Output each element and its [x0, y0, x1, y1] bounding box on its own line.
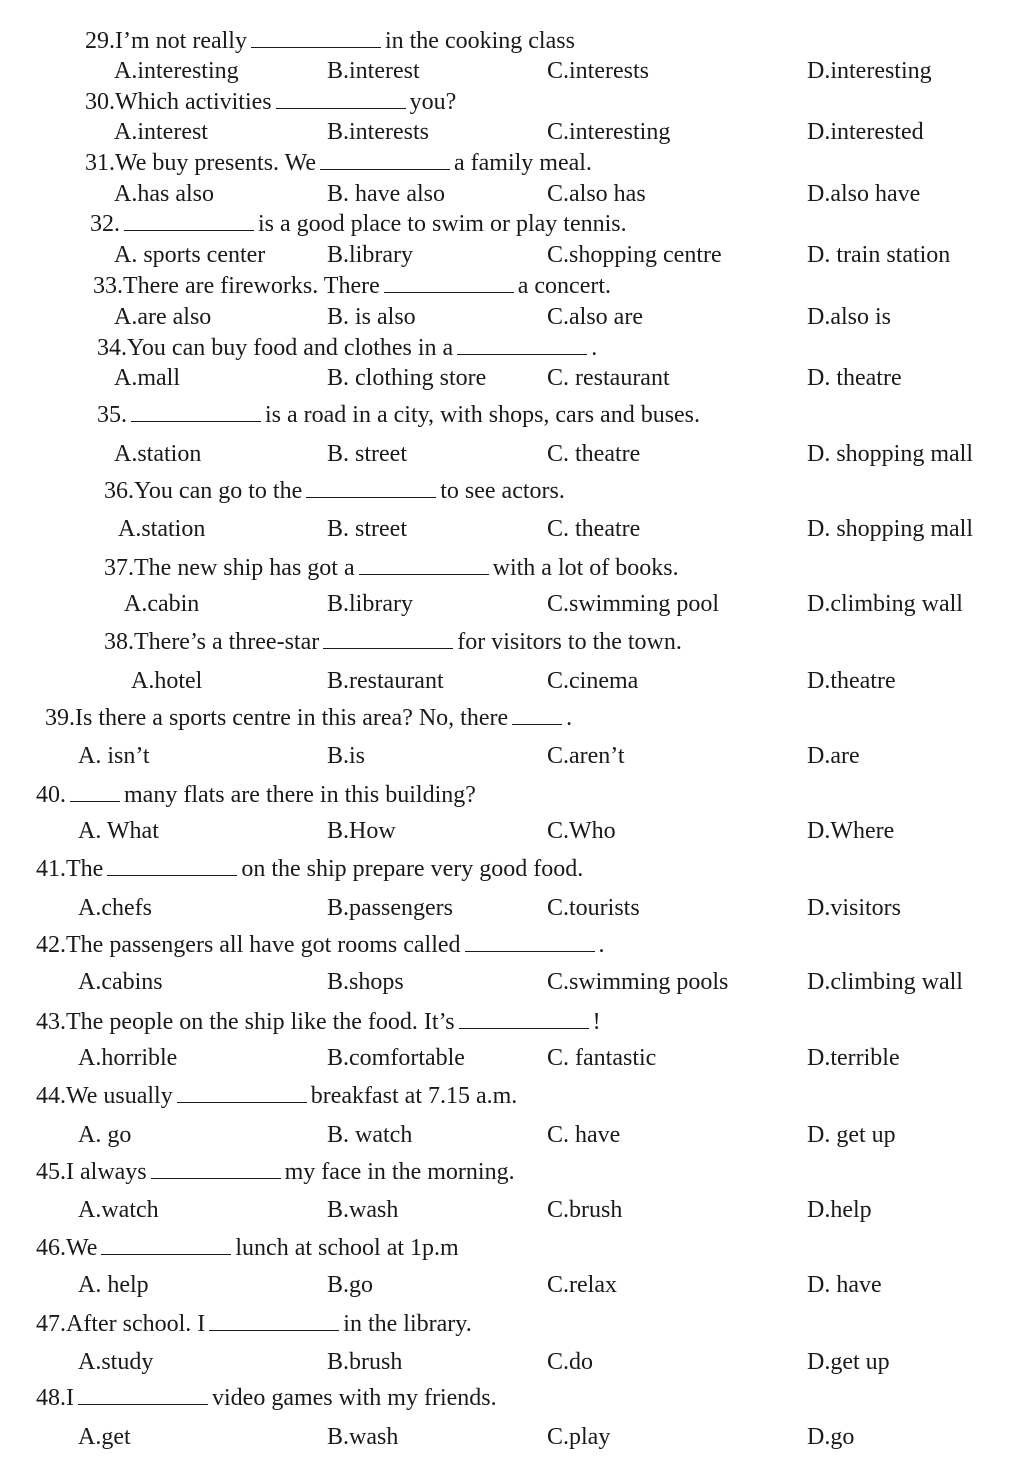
question-47 [36, 1310, 472, 1338]
question-text-before: After school. I [66, 1311, 206, 1337]
question-text-after: on the ship prepare very good food. [241, 856, 584, 882]
option-b[interactable]: B.library [327, 242, 413, 268]
question-30 [85, 88, 456, 116]
question-48 [36, 1384, 497, 1412]
question-text-before: You can buy food and clothes in a [127, 335, 454, 361]
answer-blank[interactable] [359, 554, 489, 575]
question-text-after: . [598, 932, 605, 958]
question-38 [104, 628, 682, 656]
question-41 [36, 855, 583, 883]
option-d[interactable]: D. get up [807, 1122, 896, 1148]
option-d[interactable]: D.also is [807, 304, 891, 330]
question-29 [85, 27, 575, 55]
option-d[interactable]: D. shopping mall [807, 516, 973, 542]
option-c[interactable]: C.also are [547, 304, 643, 330]
option-d[interactable]: D.terrible [807, 1045, 900, 1071]
option-a[interactable]: A. What [78, 818, 159, 844]
option-a[interactable]: A.station [118, 516, 206, 542]
option-b[interactable]: B.passengers [327, 895, 453, 921]
question-number: 29. [85, 28, 115, 54]
question-40 [36, 781, 476, 809]
option-d[interactable]: D.theatre [807, 668, 896, 694]
question-text-before: I always [66, 1159, 147, 1185]
question-number: 44. [36, 1083, 66, 1109]
question-text-after: for visitors to the town. [457, 629, 682, 655]
question-number: 48. [36, 1385, 66, 1411]
option-a[interactable]: A.has also [114, 181, 214, 207]
question-text-after: . [591, 335, 598, 361]
option-a[interactable]: A. sports center [114, 242, 266, 268]
question-text-before: Which activities [115, 89, 272, 115]
answer-blank[interactable] [306, 477, 436, 498]
question-text-after: to see actors. [440, 478, 565, 504]
answer-blank[interactable] [70, 781, 120, 802]
question-number: 32. [90, 211, 120, 237]
option-c[interactable]: C. restaurant [547, 365, 670, 391]
question-45 [36, 1158, 515, 1186]
option-b[interactable]: B.is [327, 743, 366, 769]
question-text-after: you? [409, 89, 457, 115]
question-text-before: There are fireworks. There [123, 273, 380, 299]
option-b[interactable]: B.comfortable [327, 1045, 465, 1071]
question-text-before: We buy presents. We [115, 150, 316, 176]
option-d[interactable]: D. shopping mall [807, 441, 973, 467]
option-d[interactable]: D.climbing wall [807, 969, 963, 995]
question-33 [93, 272, 611, 300]
option-b[interactable]: B. street [327, 516, 407, 542]
option-b[interactable]: B. street [327, 441, 407, 467]
question-text-after: breakfast at 7.15 a.m. [310, 1083, 518, 1109]
question-number: 35. [97, 402, 127, 428]
answer-blank[interactable] [101, 1234, 231, 1255]
question-number: 45. [36, 1159, 66, 1185]
question-text-before: I’m not really [115, 28, 247, 54]
option-d[interactable]: D.are [807, 743, 860, 769]
question-text-before: We usually [66, 1083, 173, 1109]
question-text-after: a family meal. [453, 150, 592, 176]
option-a[interactable]: A.study [78, 1349, 154, 1375]
option-a[interactable]: A. help [78, 1272, 149, 1298]
option-c[interactable]: C.tourists [547, 895, 640, 921]
option-a[interactable]: A.watch [78, 1197, 159, 1223]
answer-blank[interactable] [384, 272, 514, 293]
option-c[interactable]: C.interesting [547, 119, 671, 145]
answer-blank[interactable] [131, 401, 261, 422]
question-42 [36, 931, 605, 959]
option-c[interactable]: C. have [547, 1122, 621, 1148]
option-d[interactable]: D.get up [807, 1349, 890, 1375]
question-text-before: The passengers all have got rooms called [66, 932, 461, 958]
answer-blank[interactable] [512, 704, 562, 725]
question-number: 40. [36, 782, 66, 808]
option-c[interactable]: C.Who [547, 818, 616, 844]
question-number: 38. [104, 629, 134, 655]
question-34 [97, 334, 597, 362]
option-c[interactable]: C.brush [547, 1197, 623, 1223]
option-a[interactable]: A.chefs [78, 895, 152, 921]
option-b[interactable]: B.shops [327, 969, 404, 995]
question-text-after: is a road in a city, with shops, cars and buses. [265, 402, 701, 428]
option-b[interactable]: B.interests [327, 119, 429, 145]
answer-blank[interactable] [459, 1008, 589, 1029]
question-text-after: a concert. [517, 273, 612, 299]
question-number: 41. [36, 856, 66, 882]
option-a[interactable]: A.are also [114, 304, 212, 330]
question-37 [104, 554, 679, 582]
question-number: 46. [36, 1235, 66, 1261]
question-text-after: . [566, 705, 573, 731]
option-b[interactable]: B. is also [327, 304, 416, 330]
answer-blank[interactable] [323, 628, 453, 649]
question-text-after: is a good place to swim or play tennis. [258, 211, 627, 237]
question-46 [36, 1234, 459, 1262]
option-c[interactable]: C.cinema [547, 668, 639, 694]
option-b[interactable]: B.library [327, 591, 413, 617]
option-d[interactable]: D. theatre [807, 365, 902, 391]
option-c[interactable]: C. theatre [547, 441, 641, 467]
option-c[interactable]: C.interests [547, 58, 649, 84]
question-44 [36, 1082, 517, 1110]
answer-blank[interactable] [78, 1384, 208, 1405]
question-text-after: ! [592, 1009, 601, 1035]
question-text-before: The people on the ship like the food. It’s [66, 1009, 455, 1035]
question-number: 47. [36, 1311, 66, 1337]
option-b[interactable]: B.brush [327, 1349, 403, 1375]
question-text-before: The [66, 856, 104, 882]
question-text-after: with a lot of books. [492, 555, 679, 581]
answer-blank[interactable] [457, 334, 587, 355]
question-text-before: Is there a sports centre in this area? No, there [75, 705, 509, 731]
option-d[interactable]: D.climbing wall [807, 591, 963, 617]
question-number: 37. [104, 555, 134, 581]
option-c[interactable]: C. fantastic [547, 1045, 657, 1071]
option-b[interactable]: B.How [327, 818, 396, 844]
option-d[interactable]: D. train station [807, 242, 951, 268]
question-35 [97, 401, 700, 429]
question-number: 34. [97, 335, 127, 361]
option-d[interactable]: D. have [807, 1272, 882, 1298]
option-a[interactable]: A.mall [114, 365, 180, 391]
question-text-after: lunch at school at 1p.m [235, 1235, 459, 1261]
option-a[interactable]: A. go [78, 1122, 132, 1148]
option-d[interactable]: D.visitors [807, 895, 902, 921]
question-text-before: You can go to the [134, 478, 303, 504]
question-39 [45, 704, 572, 732]
option-c[interactable]: C.swimming pool [547, 591, 720, 617]
question-text-before: The new ship has got a [134, 555, 355, 581]
option-c[interactable]: C.aren’t [547, 743, 625, 769]
answer-blank[interactable] [124, 210, 254, 231]
question-number: 33. [93, 273, 123, 299]
option-c[interactable]: C.swimming pools [547, 969, 729, 995]
question-text-before: I [66, 1385, 74, 1411]
question-text-after: in the cooking class [384, 28, 575, 54]
answer-blank[interactable] [177, 1082, 307, 1103]
option-a[interactable]: A. isn’t [78, 743, 150, 769]
answer-blank[interactable] [251, 27, 381, 48]
option-d[interactable]: D.interesting [807, 58, 932, 84]
option-a[interactable]: A.horrible [78, 1045, 178, 1071]
answer-blank[interactable] [276, 88, 406, 109]
answer-blank[interactable] [465, 931, 595, 952]
option-d[interactable]: D.Where [807, 818, 895, 844]
option-c[interactable]: C.play [547, 1424, 611, 1450]
answer-blank[interactable] [151, 1158, 281, 1179]
option-b[interactable]: B.wash [327, 1197, 399, 1223]
option-b[interactable]: B.wash [327, 1424, 399, 1450]
option-b[interactable]: B.go [327, 1272, 374, 1298]
option-a[interactable]: A.cabins [78, 969, 163, 995]
question-31 [85, 149, 592, 177]
answer-blank[interactable] [107, 855, 237, 876]
answer-blank[interactable] [209, 1310, 339, 1331]
question-number: 31. [85, 150, 115, 176]
option-c[interactable]: C.do [547, 1349, 594, 1375]
option-d[interactable]: D.interested [807, 119, 924, 145]
question-32 [90, 210, 627, 238]
question-text-before: There’s a three-star [134, 629, 320, 655]
option-a[interactable]: A.interest [114, 119, 208, 145]
question-text-before: We [66, 1235, 98, 1261]
answer-blank[interactable] [320, 149, 450, 170]
question-text-after: many flats are there in this building? [124, 782, 476, 808]
option-b[interactable]: B. watch [327, 1122, 413, 1148]
option-a[interactable]: A.interesting [114, 58, 239, 84]
option-d[interactable]: D.also have [807, 181, 921, 207]
question-text-after: my face in the morning. [284, 1159, 515, 1185]
option-c[interactable]: C.also has [547, 181, 646, 207]
option-d[interactable]: D.go [807, 1424, 855, 1450]
question-number: 30. [85, 89, 115, 115]
option-b[interactable]: B.restaurant [327, 668, 444, 694]
option-c[interactable]: C.shopping centre [547, 242, 722, 268]
option-b[interactable]: B. clothing store [327, 365, 487, 391]
option-a[interactable]: A.hotel [131, 668, 203, 694]
question-36 [104, 477, 565, 505]
option-a[interactable]: A.station [114, 441, 202, 467]
question-number: 39. [45, 705, 75, 731]
option-b[interactable]: B.interest [327, 58, 420, 84]
question-number: 36. [104, 478, 134, 504]
option-a[interactable]: A.cabin [124, 591, 200, 617]
option-b[interactable]: B. have also [327, 181, 445, 207]
option-c[interactable]: C.relax [547, 1272, 617, 1298]
question-text-after: video games with my friends. [212, 1385, 497, 1411]
question-text-after: in the library. [343, 1311, 472, 1337]
question-number: 42. [36, 932, 66, 958]
option-a[interactable]: A.get [78, 1424, 131, 1450]
option-d[interactable]: D.help [807, 1197, 872, 1223]
question-number: 43. [36, 1009, 66, 1035]
question-43 [36, 1008, 601, 1036]
option-c[interactable]: C. theatre [547, 516, 641, 542]
